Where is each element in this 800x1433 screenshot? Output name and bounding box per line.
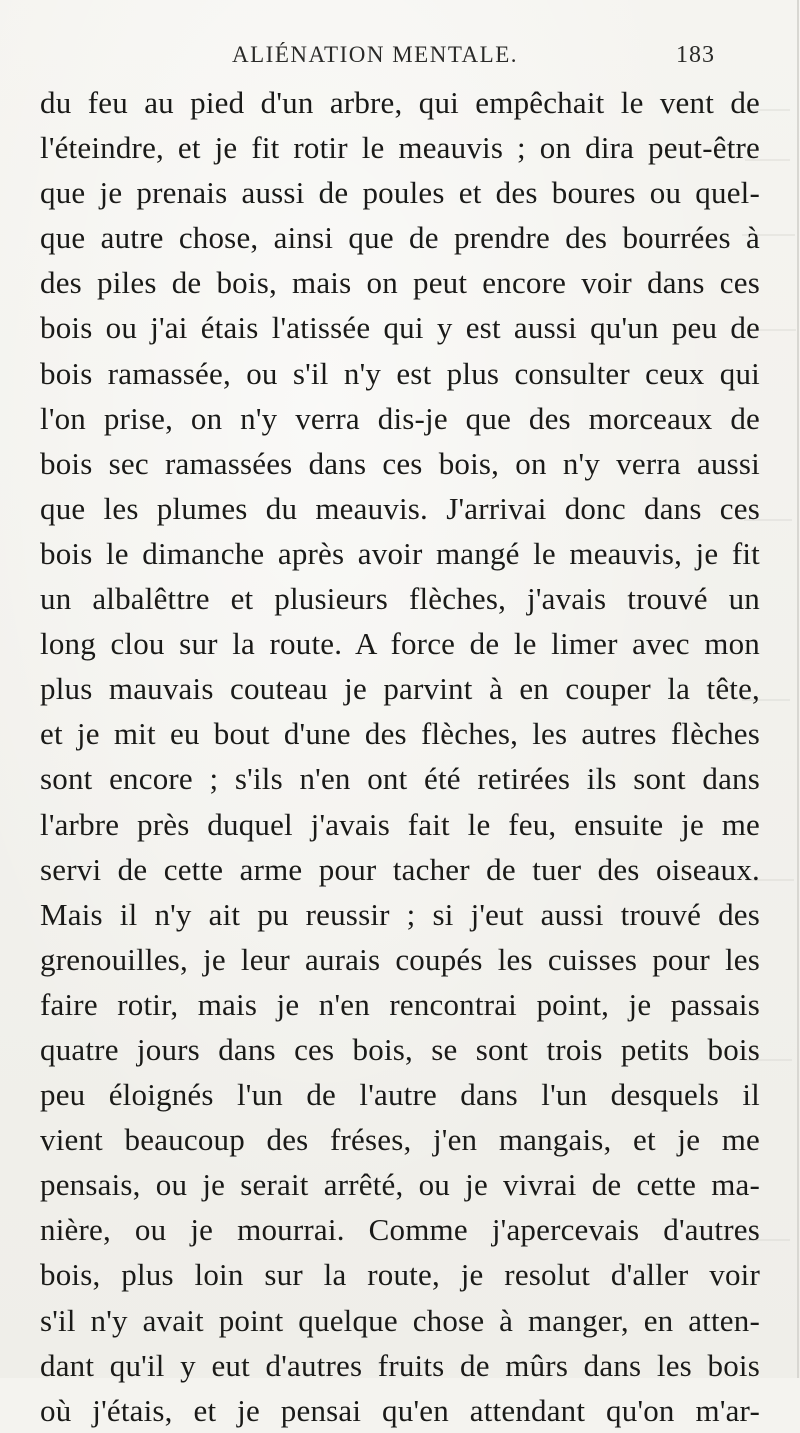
page-number: 183 [676, 42, 715, 68]
text-line: que autre chose, ainsi que de prendre des bourrées à [40, 220, 760, 256]
running-title: ALIÉNATION MENTALE. [232, 42, 518, 67]
text-line: où j'étais, et je pensai qu'en attendant qu'on m'ar- [40, 1392, 760, 1428]
page-header [0, 36, 800, 76]
text-line: faire rotir, mais je n'en rencontrai point, je passais [40, 986, 760, 1022]
text-line: bois ou j'ai étais l'atissée qui y est aussi qu'un peu de [40, 310, 760, 346]
body-text [40, 80, 760, 1433]
text-line: pensais, ou je serait arrêté, ou je vivrai de cette ma- [40, 1167, 760, 1203]
text-line: vient beaucoup des fréses, j'en mangais, et je me [40, 1122, 760, 1158]
text-line: sont encore ; s'ils n'en ont été retirées ils sont dans [40, 761, 760, 797]
text-line: bois sec ramassées dans ces bois, on n'y verra aussi [40, 445, 760, 481]
text-line: bois le dimanche après avoir mangé le meauvis, je fit [40, 535, 760, 571]
text-line: quatre jours dans ces bois, se sont trois petits bois [40, 1031, 760, 1067]
text-line: l'arbre près duquel j'avais fait le feu, ensuite je me [40, 806, 760, 842]
text-line: Mais il n'y ait pu reussir ; si j'eut aussi trouvé des [40, 896, 760, 932]
text-line: peu éloignés l'un de l'autre dans l'un desquels il [40, 1077, 760, 1113]
text-line: dant qu'il y eut d'autres fruits de mûrs dans les bois [40, 1347, 760, 1383]
text-line: nière, ou je mourrai. Comme j'apercevais d'autres [40, 1212, 760, 1248]
text-line: plus mauvais couteau je parvint à en couper la tête, [40, 671, 760, 707]
text-line: grenouilles, je leur aurais coupés les cuisses pour les [40, 941, 760, 977]
text-line: long clou sur la route. A force de le limer avec mon [40, 626, 760, 662]
text-line: s'il n'y avait point quelque chose à manger, en atten- [40, 1302, 760, 1338]
text-line: l'éteindre, et je fit rotir le meauvis ; on dira peut-être [40, 130, 760, 166]
text-line: un albalêttre et plusieurs flèches, j'avais trouvé un [40, 581, 760, 617]
text-line: et je mit eu bout d'une des flèches, les autres flèches [40, 716, 760, 752]
text-line: que les plumes du meauvis. J'arrivai donc dans ces [40, 490, 760, 526]
text-line: du feu au pied d'un arbre, qui empêchait le vent de [40, 85, 760, 120]
text-line: des piles de bois, mais on peut encore voir dans ces [40, 265, 760, 301]
text-line: que je prenais aussi de poules et des boures ou quel- [40, 175, 760, 211]
text-line: l'on prise, on n'y verra dis-je que des morceaux de [40, 400, 760, 436]
text-line: bois, plus loin sur la route, je resolut d'aller voir [40, 1257, 760, 1293]
text-line: bois ramassée, ou s'il n'y est plus consulter ceux qui [40, 355, 760, 391]
text-line: servi de cette arme pour tacher de tuer des oiseaux. [40, 851, 760, 887]
